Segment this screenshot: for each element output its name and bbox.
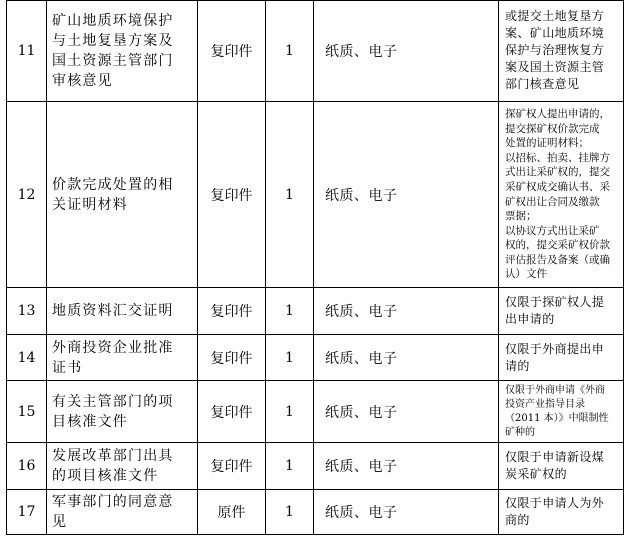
table-row bbox=[6, 443, 624, 490]
format: 纸质、电子 bbox=[313, 490, 498, 534]
format: 纸质、电子 bbox=[313, 0, 498, 101]
material-name: 价款完成处置的相 关证明材料 bbox=[46, 102, 197, 287]
quantity: 1 bbox=[265, 490, 313, 534]
remark: 探矿权人提出申请的， 提交探矿权价款完成 处置的证明材料； 以招标、拍卖、挂牌方 式出让采矿权的，提交 采矿权成交确认书、采 矿权出让合同及缴款 票据； 以协议方式出让采矿 权的，提交采矿权价款 评估报告及备案（或确 认）文件 bbox=[498, 102, 624, 287]
row-number: 16 bbox=[6, 443, 46, 489]
copy-type: 复印件 bbox=[197, 381, 265, 442]
copy-type: 原件 bbox=[197, 490, 265, 534]
table-row bbox=[6, 288, 624, 335]
table-row bbox=[6, 381, 624, 443]
copy-type: 复印件 bbox=[197, 288, 265, 334]
material-name: 发展改革部门出具 的项目核准文件 bbox=[46, 443, 197, 489]
remark: 仅限于外商提出申 请的 bbox=[498, 335, 624, 380]
material-name: 外商投资企业批准 证书 bbox=[46, 335, 197, 380]
format: 纸质、电子 bbox=[313, 443, 498, 489]
remark: 仅限于申请新设煤 炭采矿权的 bbox=[498, 443, 624, 489]
table-row bbox=[6, 335, 624, 381]
table-row bbox=[6, 490, 624, 535]
row-number: 12 bbox=[6, 102, 46, 287]
table-row bbox=[6, 102, 624, 288]
quantity: 1 bbox=[265, 443, 313, 489]
copy-type: 复印件 bbox=[197, 443, 265, 489]
copy-type: 复印件 bbox=[197, 0, 265, 101]
material-name: 矿山地质环境保护 与土地复垦方案及 国土资源主管部门 审核意见 bbox=[46, 0, 197, 101]
quantity: 1 bbox=[265, 0, 313, 101]
format: 纸质、电子 bbox=[313, 102, 498, 287]
remark: 或提交土地复垦方 案、矿山地质环境 保护与治理恢复方 案及国土资源主管 部门核查意见 bbox=[498, 0, 624, 101]
quantity: 1 bbox=[265, 102, 313, 287]
quantity: 1 bbox=[265, 335, 313, 380]
row-number: 17 bbox=[6, 490, 46, 534]
row-number: 11 bbox=[6, 0, 46, 101]
material-name: 地质资料汇交证明 bbox=[46, 288, 197, 334]
row-number: 15 bbox=[6, 381, 46, 442]
row-number: 14 bbox=[6, 335, 46, 380]
material-name: 军事部门的同意意 见 bbox=[46, 490, 197, 534]
format: 纸质、电子 bbox=[313, 288, 498, 334]
quantity: 1 bbox=[265, 288, 313, 334]
copy-type: 复印件 bbox=[197, 102, 265, 287]
material-name: 有关主管部门的项 目核准文件 bbox=[46, 381, 197, 442]
materials-table bbox=[6, 0, 624, 535]
remark: 仅限于探矿权人提 出申请的 bbox=[498, 288, 624, 334]
row-number: 13 bbox=[6, 288, 46, 334]
remark: 仅限于外商申请《外商 投资产业指导目录 （2011 本）》中限制性 矿种的 bbox=[498, 381, 624, 442]
remark: 仅限于申请人为外 商的 bbox=[498, 490, 624, 534]
format: 纸质、电子 bbox=[313, 381, 498, 442]
quantity: 1 bbox=[265, 381, 313, 442]
copy-type: 复印件 bbox=[197, 335, 265, 380]
format: 纸质、电子 bbox=[313, 335, 498, 380]
table-row bbox=[6, 0, 624, 102]
